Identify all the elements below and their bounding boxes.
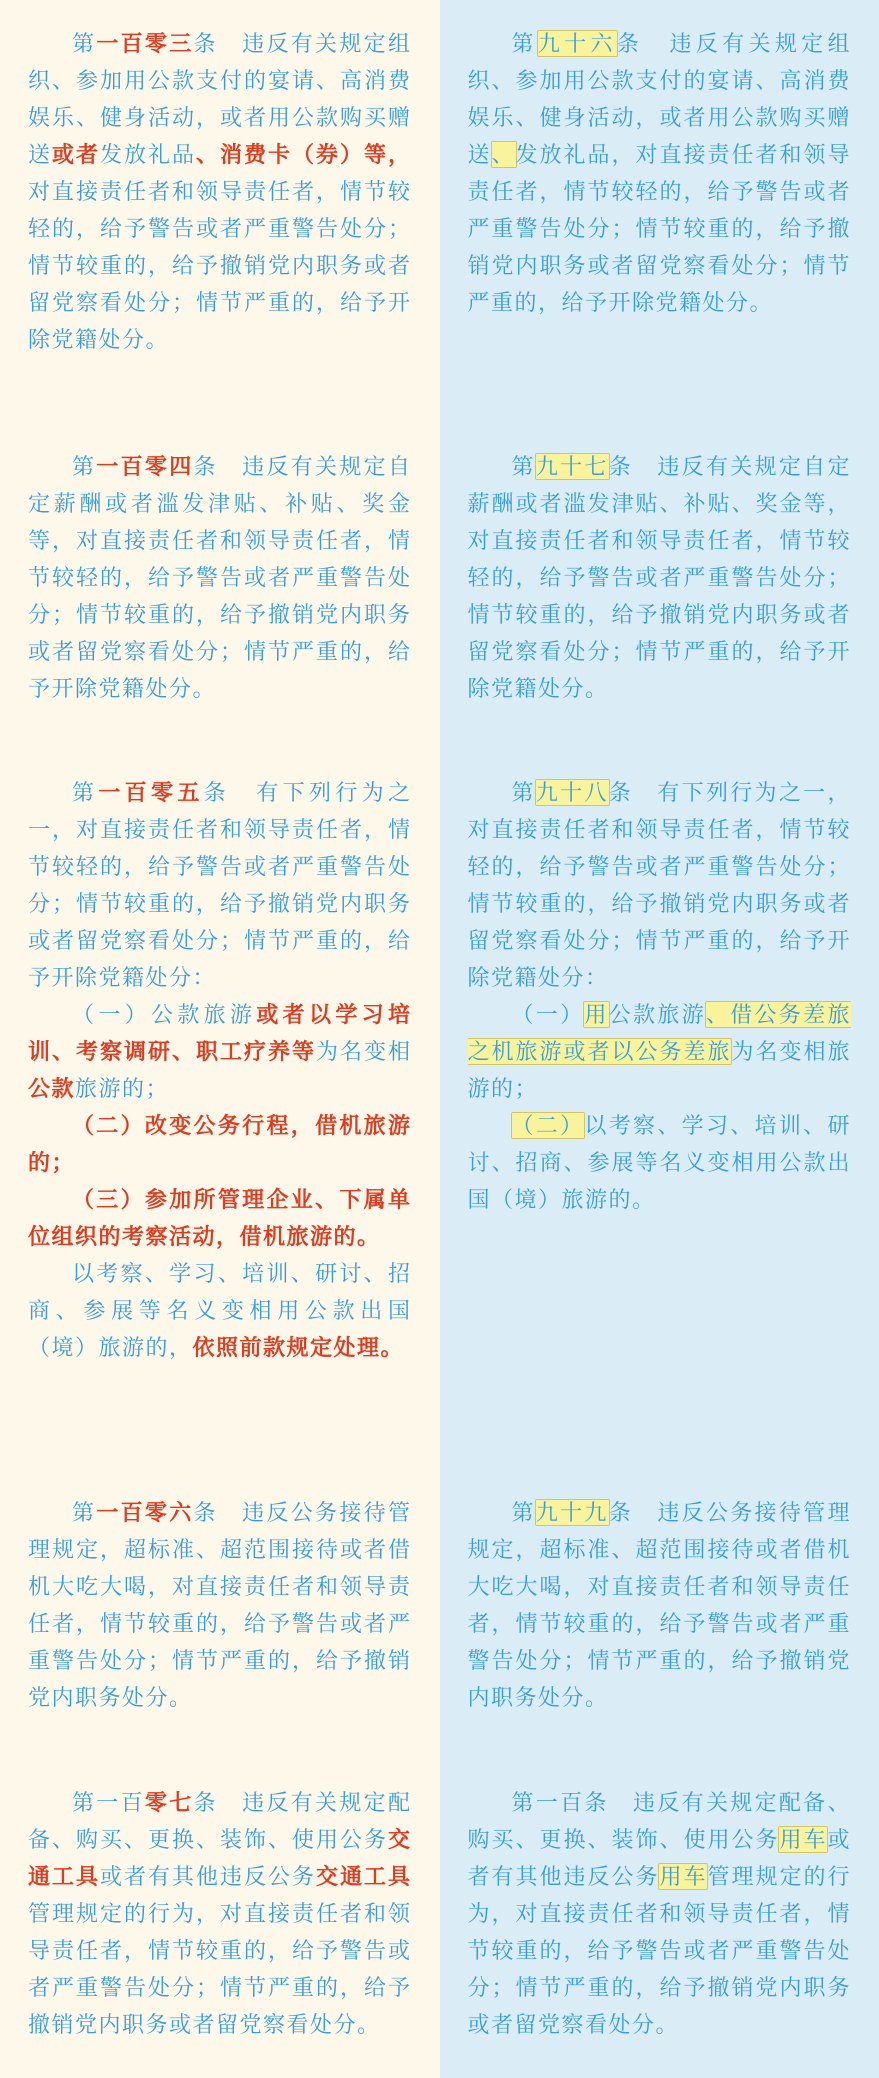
text-run: 第: [511, 780, 536, 805]
text-run: 条 违反有关规定配备、购买、更换、装饰、使用公务: [28, 1790, 412, 1852]
removed-emphasis-text: 一百零三: [96, 31, 194, 56]
added-highlight-text: 用车: [659, 1864, 708, 1889]
removed-emphasis-text: 零七: [144, 1790, 194, 1815]
text-run: 第: [511, 454, 536, 479]
text-run: 第: [72, 780, 99, 805]
paragraph: [28, 1181, 412, 1255]
paragraph: [28, 1255, 412, 1366]
removed-emphasis-text: 、消费卡（券）等，: [195, 142, 412, 167]
removed-emphasis-text: 交通工具: [315, 1864, 412, 1889]
text-run: 以考察、学习、培训、研讨、招商、参展等名义变相用公款出国（境）旅游的，: [28, 1261, 412, 1360]
text-run: 公款旅游: [608, 1002, 706, 1027]
paragraph: [468, 1784, 852, 2043]
text-run: 第: [72, 31, 97, 56]
text-run: 条 违反有关规定自定薪酬或者滥发津贴、补贴、奖金等，对直接责任者和领导责任者，情节较轻的，给予警告或者严重警告处分；情节较重的，给予撤销党内职务或者留党察看处分；情节严重的，给予开除党籍处分。: [28, 454, 412, 701]
text-run: 条 有下列行为之一，对直接责任者和领导责任者，情节较轻的，给予警告或者严重警告处分；情节较重的，给予撤销党内职务或者留党察看处分；情节严重的，给予开除党籍处分：: [28, 780, 412, 990]
new-article-97: [440, 448, 879, 774]
removed-emphasis-text: 依照前款规定处理。: [192, 1335, 405, 1360]
paragraph: [28, 1494, 412, 1716]
removed-emphasis-text: 或者: [52, 142, 100, 167]
text-run: 第一百: [72, 1790, 145, 1815]
added-highlight-text: 九十九: [535, 1500, 609, 1525]
paragraph: [28, 774, 412, 996]
text-run: 或者有其他违反公务: [467, 1827, 851, 1889]
text-run: 条 违反有关规定组织、参加用公款支付的宴请、高消费娱乐、健身活动，或者用公款购买赠送: [467, 31, 851, 167]
removed-emphasis-text: 一百零六: [96, 1500, 194, 1525]
new-article-100: [440, 1784, 879, 2078]
paragraph: [468, 774, 852, 996]
paragraph: [28, 1784, 412, 2043]
text-run: （一）公款旅游: [72, 1002, 257, 1027]
removed-emphasis-text: 一百零四: [96, 454, 194, 479]
text-run: 条 违反有关规定组织、参加用公款支付的宴请、高消费娱乐、健身活动，或者用公款购买赠送: [28, 31, 412, 167]
paragraph: [468, 25, 852, 321]
removed-emphasis-text: （二）改变公务行程，借机旅游的；: [28, 1113, 412, 1175]
new-article-98: [440, 774, 879, 1494]
paragraph: [468, 1107, 852, 1218]
paragraph: [468, 448, 852, 707]
removed-emphasis-text: 交通工具: [28, 1827, 412, 1889]
old-article-104: [0, 448, 440, 774]
article-pair-row-3: [0, 774, 879, 1494]
added-highlight-text: 、: [491, 142, 516, 167]
new-article-99: [440, 1494, 879, 1784]
removed-emphasis-text: 或者以学习培训、考察调研、职工疗养等: [28, 1002, 412, 1064]
text-run: 第一百条 违反有关规定配备、购买、更换、装饰、使用公务: [467, 1790, 851, 1852]
added-highlight-text: 九十八: [535, 780, 609, 805]
text-run: 或者有其他违反公务: [100, 1864, 316, 1889]
paragraph: [468, 996, 852, 1107]
text-run: 第: [72, 1500, 97, 1525]
text-run: 发放礼品，对直接责任者和领导责任者，情节较轻的，给予警告或者严重警告处分；情节较重的，给予撤销党内职务或者留党察看处分；情节严重的，给予开除党籍处分。: [467, 142, 851, 315]
text-run: 第: [511, 1500, 536, 1525]
text-run: 条 违反公务接待管理规定，超标准、超范围接待或者借机大吃大喝，对直接责任者和领导责任者，情节较重的，给予警告或者严重警告处分；情节严重的，给予撤销党内职务处分。: [467, 1500, 851, 1710]
paragraph: [468, 1494, 852, 1716]
text-run: （一）: [511, 1002, 585, 1027]
text-run: 第: [511, 31, 538, 56]
added-highlight-text: 、借公务差旅之机旅游或者以公务差旅: [467, 1002, 851, 1064]
article-pair-row-2: [0, 448, 879, 774]
added-highlight-text: （二）: [511, 1113, 585, 1138]
old-article-105: [0, 774, 440, 1494]
paragraph: [28, 448, 412, 707]
paragraph: [28, 996, 412, 1107]
added-highlight-text: 用车: [779, 1827, 828, 1852]
removed-emphasis-text: （三）参加所管理企业、下属单位组织的考察活动，借机旅游的。: [28, 1187, 412, 1249]
old-article-103: [0, 0, 440, 448]
removed-emphasis-text: 公款: [28, 1076, 76, 1101]
text-run: 发放礼品: [100, 142, 196, 167]
added-highlight-text: 九十七: [535, 454, 609, 479]
article-pair-row-4: [0, 1494, 879, 1784]
text-run: 条 违反公务接待管理规定，超标准、超范围接待或者借机大吃大喝，对直接责任者和领导责任者，情节较重的，给予警告或者严重警告处分；情节严重的，给予撤销党内职务处分。: [28, 1500, 412, 1710]
added-highlight-text: 九十六: [537, 31, 617, 56]
paragraph: [28, 25, 412, 358]
text-run: 条 违反有关规定自定薪酬或者滥发津贴、补贴、奖金等，对直接责任者和领导责任者，情节较轻的，给予警告或者严重警告处分；情节较重的，给予撤销党内职务或者留党察看处分；情节严重的，给予开除党籍处分。: [467, 454, 851, 701]
text-run: 对直接责任者和领导责任者，情节较轻的，给予警告或者严重警告处分；情节较重的，给予撤销党内职务或者留党察看处分；情节严重的，给予开除党籍处分。: [28, 179, 412, 352]
text-run: 条 有下列行为之一，对直接责任者和领导责任者，情节较轻的，给予警告或者严重警告处分；情节较重的，给予撤销党内职务或者留党察看处分；情节严重的，给予开除党籍处分：: [467, 780, 851, 990]
article-pair-row-1: [0, 0, 879, 448]
article-pair-row-5: [0, 1784, 879, 2078]
old-article-107: [0, 1784, 440, 2078]
text-run: 第: [72, 454, 97, 479]
paragraph: [28, 1107, 412, 1181]
removed-emphasis-text: 一百零五: [98, 780, 204, 805]
text-run: 以考察、学习、培训、研讨、招商、参展等名义变相用公款出国（境）旅游的。: [467, 1113, 851, 1212]
text-run: 为名变相: [315, 1039, 412, 1064]
added-highlight-text: 用: [584, 1002, 609, 1027]
text-run: 管理规定的行为，对直接责任者和领导责任者，情节较重的，给予警告或者严重警告处分；情节严重的，给予撤销党内职务或者留党察看处分。: [28, 1901, 412, 2037]
new-article-96: [440, 0, 879, 448]
text-run: 管理规定的行为，对直接责任者和领导责任者，情节较重的，给予警告或者严重警告处分；情节严重的，给予撤销党内职务或者留党察看处分。: [467, 1864, 851, 2037]
text-run: 为名变相旅游的；: [467, 1039, 851, 1101]
old-article-106: [0, 1494, 440, 1784]
text-run: 旅游的；: [75, 1076, 170, 1101]
